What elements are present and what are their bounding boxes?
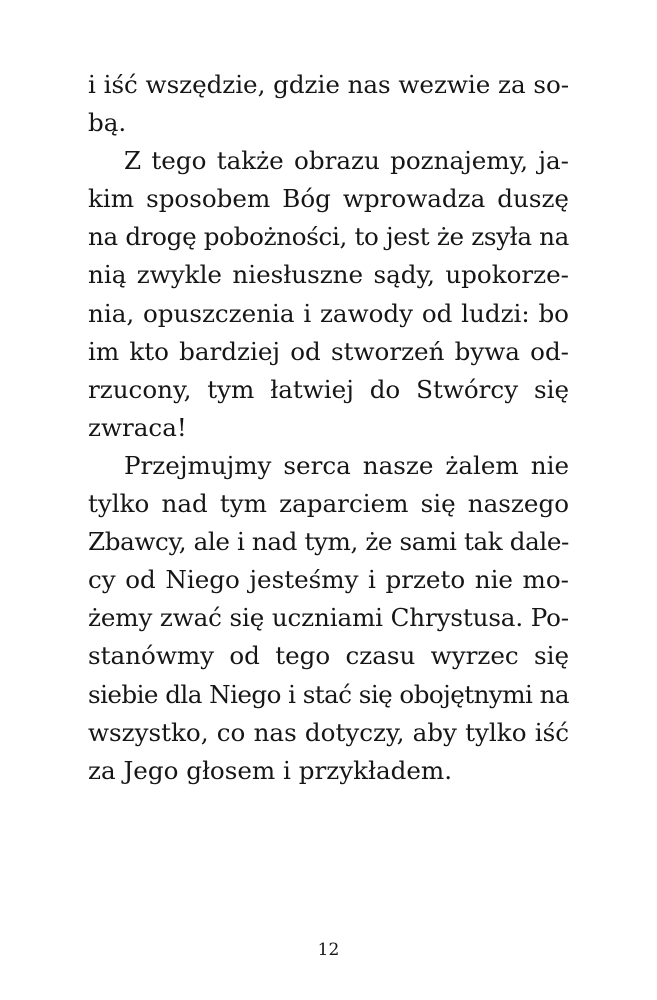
paragraph-1 bbox=[88, 66, 569, 142]
text-line: na drogę pobożności, to jest że zsyła na bbox=[88, 222, 569, 252]
text-line: Zbawcy, ale i nad tym, że sami tak dale- bbox=[88, 527, 569, 557]
text-line: siebie dla Niego i stać się obojętnymi na bbox=[88, 679, 569, 709]
text-line: im kto bardziej od stworzeń bywa od- bbox=[88, 336, 569, 366]
text-line: nia, opuszczenia i zawody od ludzi: bo bbox=[88, 298, 569, 328]
paragraph-2 bbox=[88, 142, 569, 447]
text-line: wszystko, co nas dotyczy, aby tylko iść bbox=[88, 717, 569, 747]
text-line: nią zwykle niesłuszne sądy, upokorze- bbox=[88, 260, 569, 290]
page-body-text bbox=[88, 66, 569, 790]
text-line: zwraca! bbox=[88, 412, 187, 442]
text-line: Przejmujmy serca nasze żalem nie bbox=[124, 450, 569, 480]
text-line: za Jego głosem i przykładem. bbox=[88, 755, 453, 785]
text-line: żemy zwać się uczniami Chrystusa. Po- bbox=[88, 603, 569, 633]
text-line: i iść wszędzie, gdzie nas wezwie za so- bbox=[88, 70, 569, 99]
text-line: tylko nad tym zaparciem się naszego bbox=[88, 489, 569, 519]
text-line: Z tego także obrazu poznajemy, ja- bbox=[124, 146, 569, 176]
text-line: cy od Niego jesteśmy i przeto nie mo- bbox=[88, 565, 569, 595]
text-line: rzucony, tym łatwiej do Stwórcy się bbox=[88, 374, 569, 404]
paragraph-3 bbox=[88, 447, 569, 790]
text-line: bą. bbox=[88, 108, 127, 138]
text-line: kim sposobem Bóg wprowadza duszę bbox=[88, 184, 569, 214]
page-number: 12 bbox=[317, 940, 340, 960]
text-line: stanówmy od tego czasu wyrzec się bbox=[88, 641, 569, 671]
